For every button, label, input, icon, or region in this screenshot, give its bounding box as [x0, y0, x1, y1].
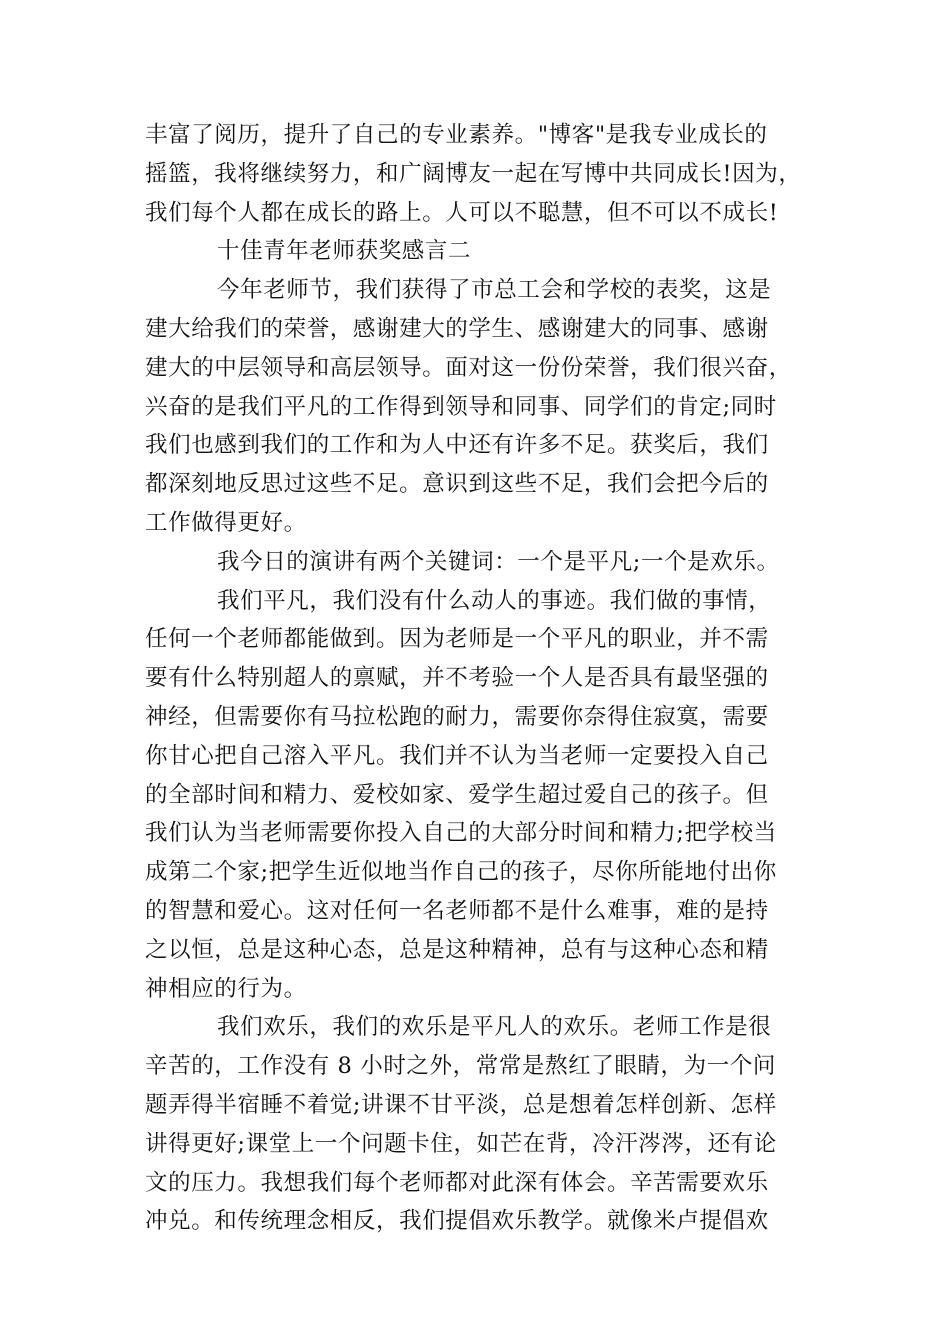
text-line: 神经，但需要你有马拉松跑的耐力，需要你奈得住寂寞，需要	[145, 703, 769, 730]
text-line: 我们平凡，我们没有什么动人的事迹。我们做的事情，	[217, 587, 772, 614]
text-line: 我们欢乐，我们的欢乐是平凡人的欢乐。老师工作是很	[217, 1014, 772, 1041]
text-line: 你甘心把自己溶入平凡。我们并不认为当老师一定要投入自己	[145, 742, 769, 769]
text-line: 我们认为当老师需要你投入自己的大部分时间和精力;把学校当	[145, 820, 777, 847]
text-line: 建大的中层领导和高层领导。面对这一份份荣誉，我们很兴奋，	[145, 354, 792, 381]
text-line: 丰富了阅历，提升了自己的专业素养。"博客"是我专业成长的	[145, 122, 768, 148]
text-line: 我们也感到我们的工作和为人中还有许多不足。获奖后，我们	[145, 432, 769, 459]
text-line: 今年老师节，我们获得了市总工会和学校的表奖，这是	[217, 277, 772, 304]
text-line: 辛苦的，工作没有 8 小时之外，常常是熬红了眼睛，为一个问	[145, 1053, 777, 1080]
text-line: 我们每个人都在成长的路上。人可以不聪慧，但不可以不成长!	[145, 199, 779, 226]
text-line: 要有什么特别超人的禀赋，并不考验一个人是否具有最坚强的	[145, 665, 769, 692]
text-line: 任何一个老师都能做到。因为老师是一个平凡的职业，并不需	[145, 626, 769, 653]
text-line: 成第二个家;把学生近似地当作自己的孩子，尽你所能地付出你	[145, 859, 777, 886]
text-line: 我今日的演讲有两个关键词：一个是平凡;一个是欢乐。	[217, 548, 780, 575]
text-line: 工作做得更好。	[145, 509, 307, 536]
document-body	[145, 116, 825, 1241]
text-line: 冲兑。和传统理念相反，我们提倡欢乐教学。就像米卢提倡欢	[145, 1208, 769, 1235]
text-line: 之以恒，总是这种心态，总是这种精神，总有与这种心态和精	[145, 936, 769, 963]
text-line: 摇篮，我将继续努力，和广阔博友一起在写博中共同成长!因为，	[145, 160, 802, 187]
text-line: 都深刻地反思过这些不足。意识到这些不足，我们会把今后的	[145, 471, 769, 498]
text-line: 兴奋的是我们平凡的工作得到领导和同事、同学们的肯定;同时	[145, 393, 777, 420]
text-line: 的全部时间和精力、爱校如家、爱学生超过爱自己的孩子。但	[145, 781, 769, 808]
section-heading: 十佳青年老师获奖感言二	[217, 238, 472, 265]
text-line: 文的压力。我想我们每个老师都对此深有体会。辛苦需要欢乐	[145, 1169, 769, 1196]
text-line: 建大给我们的荣誉，感谢建大的学生、感谢建大的同事、感谢	[145, 315, 769, 342]
text-line: 的智慧和爱心。这对任何一名老师都不是什么难事，难的是持	[145, 897, 769, 924]
text-line: 题弄得半宿睡不着觉;讲课不甘平淡，总是想着怎样创新、怎样	[145, 1091, 777, 1118]
text-line: 神相应的行为。	[145, 975, 307, 1002]
text-line: 讲得更好;课堂上一个问题卡住，如芒在背，冷汗涔涔，还有论	[145, 1130, 777, 1157]
